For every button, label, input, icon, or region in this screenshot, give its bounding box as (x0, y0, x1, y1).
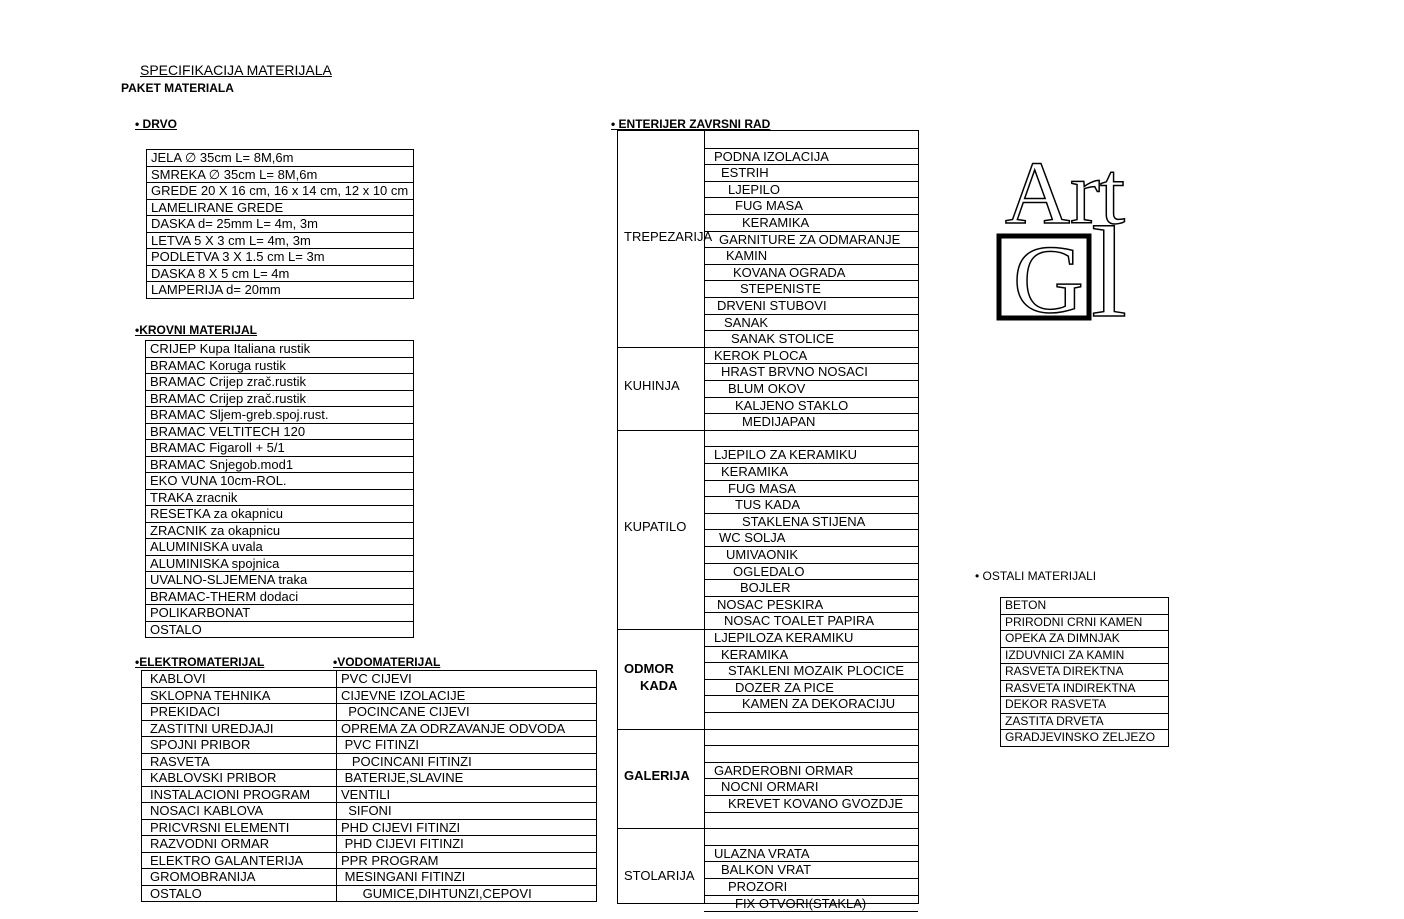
vodo-cell: POCINCANI FITINZI (337, 753, 597, 770)
table-row (142, 803, 597, 820)
table-row (147, 150, 414, 167)
enterijer-item: NOSAC PESKIRA (717, 596, 824, 612)
table-cell: PODLETVA 3 X 1.5 cm L= 3m (147, 249, 414, 266)
table-row (146, 374, 414, 391)
enterijer-item: SANAK (724, 314, 769, 330)
table-cell: UVALNO-SLJEMENA traka (146, 572, 414, 589)
table-row (146, 555, 414, 572)
vodo-cell: CIJEVNE IZOLACIJE (337, 687, 597, 704)
table-row (142, 720, 597, 737)
enterijer-item: PODNA IZOLACIJA (714, 148, 829, 164)
enterijer-item: KREVET KOVANO GVOZDJE (728, 796, 904, 811)
page-title: SPECIFIKACIJA MATERIJALA (140, 62, 332, 78)
enterijer-item: KERAMIKA (742, 215, 810, 230)
table-row (146, 588, 414, 605)
enterijer-item: GARDEROBNI ORMAR (714, 762, 854, 778)
enterijer-item: LJEPILO ZA KERAMIKU (714, 447, 858, 463)
table-row (142, 885, 597, 902)
table-cell: DASKA 8 X 5 cm L= 4m (147, 265, 414, 282)
enterijer-item: FIX OTVORI(STAKLA) (735, 895, 867, 911)
table-cell: TRAKA zracnik (146, 489, 414, 506)
table-cell: GRADJEVINSKO ZELJEZO (1001, 730, 1169, 747)
table-row (142, 836, 597, 853)
enterijer-item: LJEPILO (728, 181, 781, 197)
table-row (146, 473, 414, 490)
elektro-heading: •ELEKTROMATERIJAL (135, 655, 265, 669)
table-row (146, 341, 414, 358)
table-row (146, 407, 414, 424)
enterijer-item: PROZORI (728, 879, 788, 894)
table-cell: DEKOR RASVETA (1001, 697, 1169, 714)
vodo-cell: PHD CIJEVI FITINZI (337, 836, 597, 853)
vodo-cell: PVC FITINZI (337, 737, 597, 754)
table-cell: BRAMAC Sljem-greb.spoj.rust. (146, 407, 414, 424)
svg-text:l: l (1091, 201, 1128, 325)
enterijer-item: GARNITURE ZA ODMARANJE (719, 231, 901, 247)
table-row (146, 539, 414, 556)
enterijer-item: KERAMIKA (721, 464, 789, 479)
table-cell: LETVA 5 X 3 cm L= 4m, 3m (147, 232, 414, 249)
enterijer-item: STAKLENA STIJENA (742, 513, 866, 529)
table-row (146, 456, 414, 473)
enterijer-item: HRAST BRVNO NOSACI (721, 364, 868, 380)
table-cell: RASVETA INDIREKTNA (1001, 680, 1169, 697)
enterijer-item: NOSAC TOALET PAPIRA (724, 613, 875, 629)
enterijer-item: STEPENISTE (740, 281, 821, 297)
vodo-cell: POCINCANE CIJEVI (337, 704, 597, 721)
table-row (146, 621, 414, 638)
table-cell: ZASTITA DRVETA (1001, 713, 1169, 730)
table-cell: PRIRODNI CRNI KAMEN (1001, 614, 1169, 631)
enterijer-group-name: KUHINJA (624, 378, 680, 394)
table-row (142, 687, 597, 704)
enterijer-item: ESTRIH (721, 165, 769, 181)
table-cell: RESETKA za okapnicu (146, 506, 414, 523)
table-cell: BRAMAC Crijep zrač.rustik (146, 390, 414, 407)
table-row (142, 852, 597, 869)
table-cell: LAMELIRANE GREDE (147, 199, 414, 216)
ostali-heading: • OSTALI MATERIJALI (975, 569, 1097, 583)
table-row (1001, 697, 1169, 714)
table-row (142, 753, 597, 770)
table-cell: POLIKARBONAT (146, 605, 414, 622)
table-row (146, 423, 414, 440)
table-row (142, 671, 597, 688)
vodo-cell: OPREMA ZA ODRZAVANJE ODVODA (337, 720, 597, 737)
table-row (147, 166, 414, 183)
vodo-cell: VENTILI (337, 786, 597, 803)
table-cell: BRAMAC Crijep zrač.rustik (146, 374, 414, 391)
elektro-cell: OSTALO (142, 885, 337, 902)
table-cell: ZRACNIK za okapnicu (146, 522, 414, 539)
table-row (147, 199, 414, 216)
table-cell: EKO VUNA 10cm-ROL. (146, 473, 414, 490)
enterijer-item: ULAZNA VRATA (714, 845, 810, 861)
table-row (1001, 680, 1169, 697)
table-cell: BRAMAC Snjegob.mod1 (146, 456, 414, 473)
table-row (146, 522, 414, 539)
enterijer-item: KALJENO STAKLO (735, 397, 849, 413)
enterijer-item: BALKON VRAT (721, 862, 812, 878)
table-cell: LAMPERIJA d= 20mm (147, 282, 414, 299)
elektro-cell: SPOJNI PRIBOR (142, 737, 337, 754)
elektro-cell: PRICVRSNI ELEMENTI (142, 819, 337, 836)
table-row (1001, 713, 1169, 730)
enterijer-item: KAMIN (726, 248, 768, 264)
enterijer-item: MEDIJAPAN (742, 414, 816, 430)
enterijer-item: FUG MASA (728, 480, 796, 496)
art-gl-logo (995, 140, 1160, 325)
table-row (147, 249, 414, 266)
table-cell: BRAMAC Figaroll + 5/1 (146, 440, 414, 457)
enterijer-item: KEROK PLOCA (714, 347, 808, 363)
table-row (142, 704, 597, 721)
svg-text:Art: Art (1005, 144, 1125, 243)
table-row (146, 390, 414, 407)
table-row (142, 819, 597, 836)
table-row (146, 440, 414, 457)
enterijer-item: BLUM OKOV (728, 381, 806, 396)
vodo-cell: BATERIJE,SLAVINE (337, 770, 597, 787)
table-cell: BRAMAC-THERM dodaci (146, 588, 414, 605)
enterijer-group-name: ODMOR (624, 660, 674, 676)
vodo-cell: PVC CIJEVI (337, 671, 597, 688)
vodo-cell: PHD CIJEVI FITINZI (337, 819, 597, 836)
svg-text:G: G (1013, 226, 1084, 325)
table-cell: OPEKA ZA DIMNJAK (1001, 631, 1169, 648)
table-cell: BRAMAC VELTITECH 120 (146, 423, 414, 440)
table-cell: DASKA d= 25mm L= 4m, 3m (147, 216, 414, 233)
enterijer-item: NOCNI ORMARI (721, 779, 819, 795)
enterijer-group-name: GALERIJA (624, 768, 690, 784)
elektro-cell: KABLOVI (142, 671, 337, 688)
elektro-cell: INSTALACIONI PROGRAM (142, 786, 337, 803)
enterijer-table (617, 130, 919, 911)
table-row (146, 572, 414, 589)
vodo-heading: •VODOMATERIJAL (333, 655, 441, 669)
enterijer-item: KAMEN ZA DEKORACIJU (742, 696, 896, 712)
enterijer-item: BOJLER (740, 580, 791, 596)
elektro-cell: ZASTITNI UREDJAJI (142, 720, 337, 737)
table-cell: CRIJEP Kupa Italiana rustik (146, 341, 414, 358)
table-row (147, 282, 414, 299)
enterijer-item: KERAMIKA (721, 646, 789, 662)
elektro-cell: RAZVODNI ORMAR (142, 836, 337, 853)
table-row (1001, 664, 1169, 681)
table-cell: IZDUVNICI ZA KAMIN (1001, 647, 1169, 664)
enterijer-item: LJEPILOZA KERAMIKU (714, 630, 854, 645)
table-row (1001, 647, 1169, 664)
elektro-cell: KABLOVSKI PRIBOR (142, 770, 337, 787)
drvo-table (146, 149, 414, 299)
table-row (146, 357, 414, 374)
enterijer-group-name: TREPEZARIJA (624, 228, 713, 244)
table-row (142, 869, 597, 886)
vodo-cell: PPR PROGRAM (337, 852, 597, 869)
enterijer-group-name-2: KADA (640, 677, 678, 693)
table-row (1001, 598, 1169, 615)
enterijer-item: SANAK STOLICE (731, 331, 835, 347)
ostali-table (1000, 597, 1169, 747)
table-row (142, 786, 597, 803)
table-cell: RASVETA DIREKTNA (1001, 664, 1169, 681)
table-row (146, 489, 414, 506)
table-cell: OSTALO (146, 621, 414, 638)
enterijer-item: DOZER ZA PICE (735, 679, 834, 695)
enterijer-group-name: STOLARIJA (624, 868, 695, 883)
enterijer-item: UMIVAONIK (726, 547, 798, 562)
enterijer-item: WC SOLJA (719, 530, 786, 546)
elektro-cell: PREKIDACI (142, 704, 337, 721)
elektro-cell: SKLOPNA TEHNIKA (142, 687, 337, 704)
table-row (142, 737, 597, 754)
table-cell: ALUMINISKA uvala (146, 539, 414, 556)
table-row (146, 605, 414, 622)
table-cell: SMREKA ∅ 35cm L= 8M,6m (147, 166, 414, 183)
enterijer-item: KOVANA OGRADA (733, 264, 846, 280)
drvo-heading: • DRVO (135, 117, 177, 131)
enterijer-item: TUS KADA (735, 497, 801, 513)
table-cell: BETON (1001, 598, 1169, 615)
table-cell: BRAMAC Koruga rustik (146, 357, 414, 374)
table-row (1001, 614, 1169, 631)
krovni-heading: •KROVNI MATERIJAL (135, 323, 257, 337)
elektro-cell: GROMOBRANIJA (142, 869, 337, 886)
table-cell: GREDE 20 X 16 cm, 16 x 14 cm, 12 x 10 cm (147, 183, 414, 200)
elektro-cell: RASVETA (142, 753, 337, 770)
enterijer-heading: • ENTERIJER ZAVRSNI RAD (611, 117, 771, 131)
elektro-cell: ELEKTRO GALANTERIJA (142, 852, 337, 869)
table-row (142, 770, 597, 787)
enterijer-item: STAKLENI MOZAIK PLOCICE (728, 663, 905, 679)
enterijer-group-name: KUPATILO (624, 519, 687, 535)
vodo-cell: SIFONI (337, 803, 597, 820)
page-subtitle: PAKET MATERIALA (121, 81, 234, 95)
enterijer-item: OGLEDALO (733, 563, 805, 579)
table-row (147, 265, 414, 282)
table-row (147, 216, 414, 233)
vodo-cell: GUMICE,DIHTUNZI,CEPOVI (337, 885, 597, 902)
table-row (146, 506, 414, 523)
table-row (147, 183, 414, 200)
table-cell: ALUMINISKA spojnica (146, 555, 414, 572)
krovni-table (145, 340, 414, 638)
table-row (147, 232, 414, 249)
table-row (1001, 730, 1169, 747)
table-cell: JELA ∅ 35cm L= 8M,6m (147, 150, 414, 167)
elektro-cell: NOSACI KABLOVA (142, 803, 337, 820)
enterijer-item: DRVENI STUBOVI (717, 298, 827, 313)
enterijer-item: FUG MASA (735, 198, 803, 214)
elektro-vodo-table (141, 670, 597, 902)
vodo-cell: MESINGANI FITINZI (337, 869, 597, 886)
table-row (1001, 631, 1169, 648)
